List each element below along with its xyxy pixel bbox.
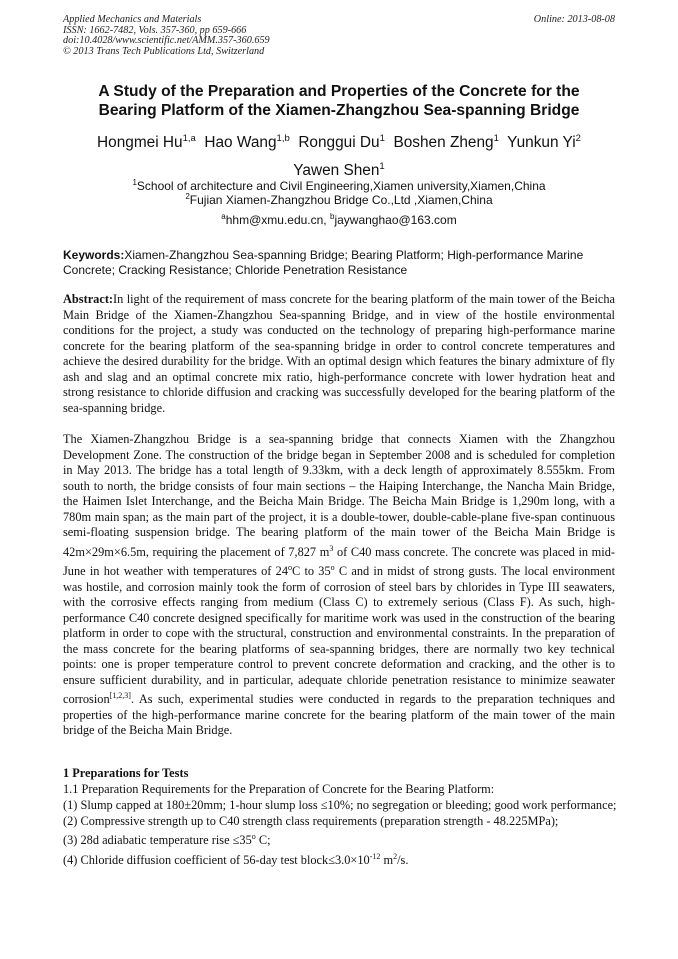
author-list: [60, 127, 618, 183]
author-name: Yawen Shen: [293, 162, 380, 180]
abstract-text: In light of the requirement of mass concrete for the bearing platform of the main tower of the Beicha Main Bridge of the Xiamen-Zhangzhou Sea-spanning Bridge, and in view of the hostile environmental conditions for the project, a study was conducted on the technology of preparing high-performance marine concrete for the bearing platform of the sea-spanning bridge in order to control concrete temperatures and achieve the desired durability for the bridge. With an optimal design which features the binary admixture of fly ash and slag and an optimal concrete mix ratio, high-performance concrete with lower hydration heat and strong resistance to chloride diffusion and cracking was successfully developed for the bearing platform of the sea-spanning bridge.: [63, 292, 615, 415]
online-date: Online: 2013-08-08: [533, 14, 615, 25]
author-sup: 1: [379, 161, 385, 173]
doi-line: doi:10.4028/www.scientific.net/AMM.357-360.659: [63, 35, 270, 47]
keywords: [63, 248, 615, 278]
author-sup: 1: [379, 133, 385, 144]
running-header: [63, 15, 615, 57]
section-heading: 1 Preparations for Tests: [63, 766, 189, 780]
author-sup: 1: [493, 133, 499, 144]
citation-ref: [1,2,3]: [109, 691, 131, 701]
affiliation-2: $^2$Fujian Xiamen-Zhangzhou Bridge Co.,Ltd ,Xiamen,China: [185, 192, 493, 207]
keywords-label: Keywords:: [63, 248, 125, 262]
list-item: (1) Slump capped at 180±20mm; 1-hour slump loss ≤10%; no segregation or bleeding; good work performance;: [63, 798, 617, 812]
list-item: (2) Compressive strength up to C40 strength class requirements (preparation strength - 48.225MPa);: [63, 813, 559, 828]
author-sup: 1,b: [276, 133, 290, 144]
paper-title: [70, 82, 608, 120]
subsection-heading: 1.1 Preparation Requirements for the Preparation of Concrete for the Bearing Platform:: [63, 782, 495, 796]
author-name: Hongmei Hu: [97, 134, 183, 152]
requirements-list: [63, 798, 623, 868]
author-name: Ronggui Du: [298, 134, 380, 152]
abstract-label: Abstract:: [63, 292, 114, 306]
author-emails: $^a$hhm@xmu.edu.cn, $^b$jaywanghao@163.com: [221, 212, 457, 227]
title-line-2: Bearing Platform of the Xiamen-Zhangzhou Sea-spanning Bridge: [98, 102, 580, 119]
list-item: (4) Chloride diffusion coefficient of 56-day test $block\le 3.0\times 10^{-12}$ $m^2/s$.: [63, 851, 409, 867]
introduction-paragraph: The Xiamen-Zhangzhou Bridge is a sea-spanning bridge that connects Xiamen with the Zhangzhou Development Zone. The construction of the bridge began in September 2008 and is scheduled for completion in May 2013. The bridge has a total length of 9.33km, with a deck length of approximately 8.555km. From south to north, the bridge consists of four main sections – the Haiping Interchange, the Nancha Main Bridge, the Haimen Islet Interchange, and the Beicha Main Bridge. The Beicha Main Bridge is 1,290m long, with a 780m main span; as the main part of the project, it is a double-tower, double-cable-plane five-span continuous semi-floating suspension bridge. The bearing platform of the main tower of the Beicha Main Bridge is 42m×29m×6.5m, requiring the placement of 7,827 $m^3$ of C40 mass concrete. The concrete was placed in mid-June in hot weather with temperatures of 24$^o$C to 35$^o$ C and in midst of strong gusts. The local environment was hostile, and corrosion mainly took the form of corrosion of steel bars by chlorides in Type III seawaters, with the corrosive effects ranging from medium (Class C) to extremely serious (Class F). As such, high-performance C40 concrete designed specifically for maritime work was used in the construction of the bearing platform in order to cope with the structural, construction and environmental constraints. In the preparation of the mass concrete for the bearing platforms of sea-spanning bridges, there are normally two key technical points: one is proper temperature control to prevent concrete deformation and cracking, and the other is to ensure sufficient durability, and in particular, adequate chloride penetration resistance to minimize seawater corrosion[1,2,3]. As such, experimental studies were conducted in regards to the preparation techniques and properties of the high-performance marine concrete for the bearing platform of the main tower of the main bridge of the Beicha Main Bridge.: [63, 432, 615, 738]
copyright-line: © 2013 Trans Tech Publications Ltd, Switzerland: [63, 45, 265, 57]
author-name: Yunkun Yi: [507, 134, 576, 152]
keywords-text: Xiamen-Zhangzhou Sea-spanning Bridge; Bearing Platform; High-performance Marine Concrete; Cracking Resistance; Chloride Penetration Resistance: [63, 248, 584, 277]
author-name: Hao Wang: [204, 134, 277, 152]
affiliation-1: $^1$School of architecture and Civil Engineering,Xiamen university,Xiamen,China: [132, 178, 546, 193]
author-name: Boshen Zheng: [393, 134, 494, 152]
list-item: (3) 28d adiabatic temperature rise $\le 35^o$ C;: [63, 832, 271, 848]
journal-name: Applied Mechanics and Materials: [63, 14, 202, 25]
title-line-1: A Study of the Preparation and Properties of the Concrete for the: [98, 83, 580, 100]
abstract: [63, 292, 615, 416]
email-b: jaywanghao@163.com: [334, 213, 457, 227]
email-a: hhm@xmu.edu.cn,: [225, 213, 330, 227]
issn-line: ISSN: 1662-7482, Vols. 357-360, pp 659-666: [63, 24, 247, 36]
author-sup: 1,a: [182, 133, 196, 144]
author-sup: 2: [575, 133, 581, 144]
